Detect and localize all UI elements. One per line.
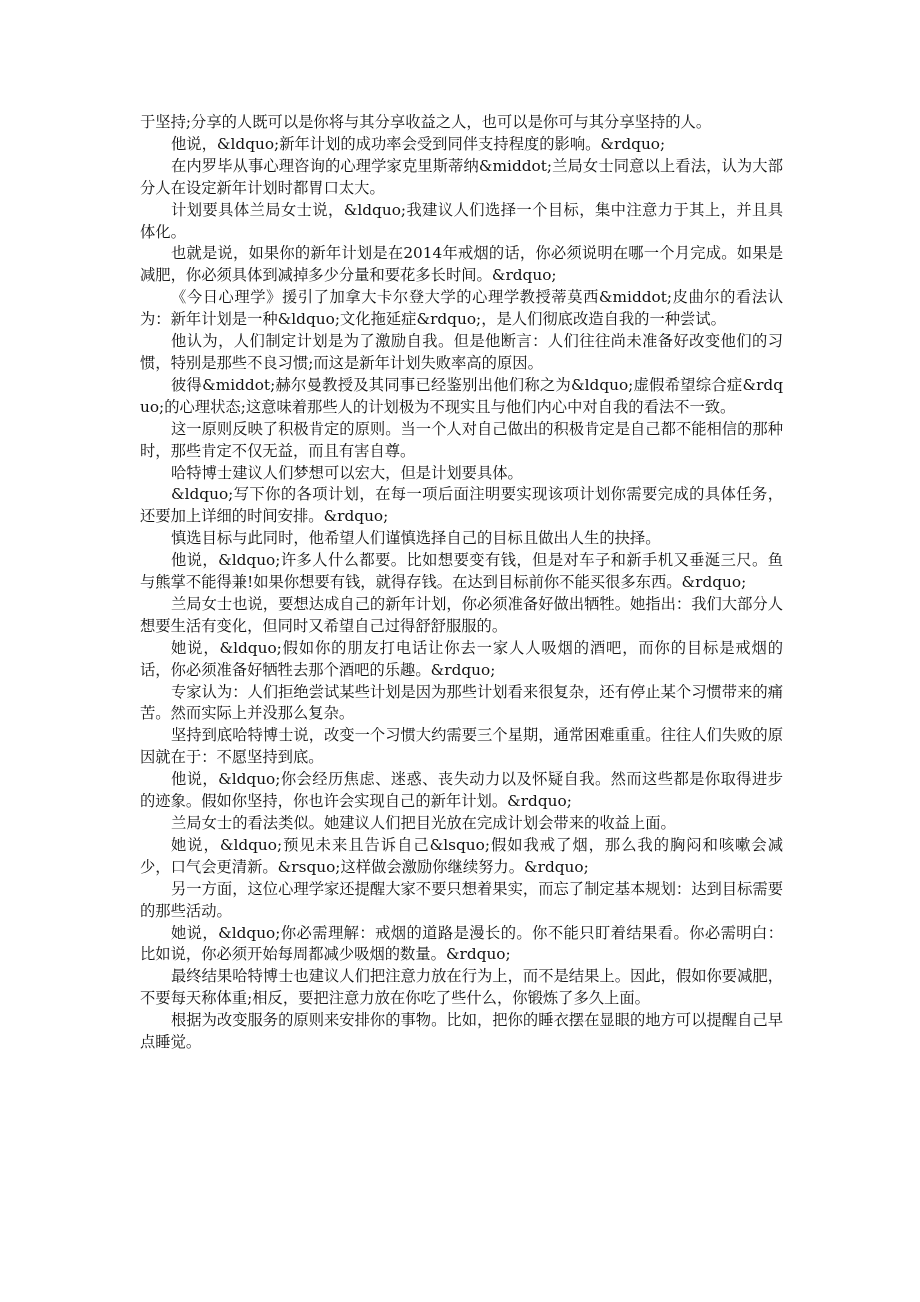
paragraph-11: &ldquo;写下你的各项计划，在每一项后面注明要实现该项计划你需要完成的具体任务，还要加上详细的时间安排。&rdquo; bbox=[140, 485, 783, 526]
paragraph-6: 《今日心理学》援引了加拿大卡尔登大学的心理学教授蒂莫西&middot;皮曲尔的看法认为：新年计划是一种&ldquo;文化拖延症&rdquo;，是人们彻底改造自我的一种尝试。 bbox=[140, 288, 783, 329]
paragraph-10: 哈特博士建议人们梦想可以宏大，但是计划要具体。 bbox=[171, 463, 523, 482]
paragraph-18: 他说，&ldquo;你会经历焦虑、迷惑、丧失动力以及怀疑自我。然而这些都是你取得进步的迹象。假如你坚持，你也许会实现自己的新年计划。&rdquo; bbox=[140, 770, 783, 811]
paragraph-17: 坚持到底哈特博士说，改变一个习惯大约需要三个星期，通常困难重重。往往人们失败的原因就在于：不愿坚持到底。 bbox=[140, 726, 783, 767]
paragraph-12: 慎选目标与此同时，他希望人们谨慎选择自己的目标且做出人生的抉择。 bbox=[171, 529, 661, 548]
paragraph-24: 根据为改变服务的原则来安排你的事物。比如，把你的睡衣摆在显眼的地方可以提醒自己早点睡觉。 bbox=[140, 1011, 783, 1052]
paragraph-2: 他说，&ldquo;新年计划的成功率会受到同伴支持程度的影响。&rdquo; bbox=[171, 134, 666, 153]
paragraph-19: 兰局女士的看法类似。她建议人们把目光放在完成计划会带来的收益上面。 bbox=[171, 814, 676, 832]
paragraph-22: 她说，&ldquo;你必需理解：戒烟的道路是漫长的。你不能只盯着结果看。你必需明白：比如说，你必须开始每周都减少吸烟的数量。&rdquo; bbox=[140, 923, 783, 964]
paragraph-16: 专家认为：人们拒绝尝试某些计划是因为那些计划看来很复杂，还有停止某个习惯带来的痛苦。然而实际上并没那么复杂。 bbox=[140, 682, 783, 723]
paragraph-1: 于坚持;分享的人既可以是你将与其分享收益之人，也可以是你可与其分享坚持的人。 bbox=[140, 113, 712, 131]
paragraph-8: 彼得&middot;赫尔曼教授及其同事已经鉴别出他们称之为&ldquo;虚假希望综合症&rdquo;的心理状态;这意味着那些人的计划极为不现实且与他们内心中对自我的看法不一致。 bbox=[140, 375, 783, 416]
paragraph-3: 在内罗毕从事心理咨询的心理学家克里斯蒂纳&middot;兰局女士同意以上看法，认为大部分人在设定新年计划时都胃口太大。 bbox=[140, 156, 783, 197]
paragraph-15: 她说，&ldquo;假如你的朋友打电话让你去一家人人吸烟的酒吧，而你的目标是戒烟的话，你必须准备好牺牲去那个酒吧的乐趣。&rdquo; bbox=[140, 638, 783, 679]
document-body bbox=[140, 112, 783, 1054]
paragraph-21: 另一方面，这位心理学家还提醒大家不要只想着果实，而忘了制定基本规划：达到目标需要的那些活动。 bbox=[140, 879, 783, 920]
paragraph-7: 他认为，人们制定计划是为了激励自我。但是他断言：人们往往尚未准备好改变他们的习惯，特别是那些不良习惯;而这是新年计划失败率高的原因。 bbox=[140, 332, 783, 372]
paragraph-9: 这一原则反映了积极肯定的原则。当一个人对自己做出的积极肯定是自己都不能相信的那种时，那些肯定不仅无益，而且有害自尊。 bbox=[140, 419, 783, 460]
paragraph-20: 她说，&ldquo;预见未来且告诉自己&lsquo;假如我戒了烟，那么我的胸闷和咳嗽会减少，口气会更清新。&rsquo;这样做会激励你继续努力。&rdquo; bbox=[140, 835, 783, 876]
paragraph-23: 最终结果哈特博士也建议人们把注意力放在行为上，而不是结果上。因此，假如你要减肥，不要每天称体重;相反，要把注意力放在你吃了些什么，你锻炼了多久上面。 bbox=[140, 967, 783, 1008]
paragraph-5: 也就是说，如果你的新年计划是在2014年戒烟的话，你必须说明在哪一个月完成。如果是减肥，你必须具体到减掉多少分量和要花多长时间。&rdquo; bbox=[140, 244, 783, 285]
paragraph-4: 计划要具体兰局女士说，&ldquo;我建议人们选择一个目标，集中注意力于其上，并且具体化。 bbox=[140, 200, 783, 241]
paragraph-14: 兰局女士也说，要想达成自己的新年计划，你必须准备好做出牺牲。她指出：我们大部分人想要生活有变化，但同时又希望自己过得舒舒服服的。 bbox=[140, 594, 783, 635]
paragraph-13: 他说，&ldquo;许多人什么都要。比如想要变有钱，但是对车子和新手机又垂涎三尺。鱼与熊掌不能得兼!如果你想要有钱，就得存钱。在达到目标前你不能买很多东西。&rdquo; bbox=[140, 551, 783, 592]
